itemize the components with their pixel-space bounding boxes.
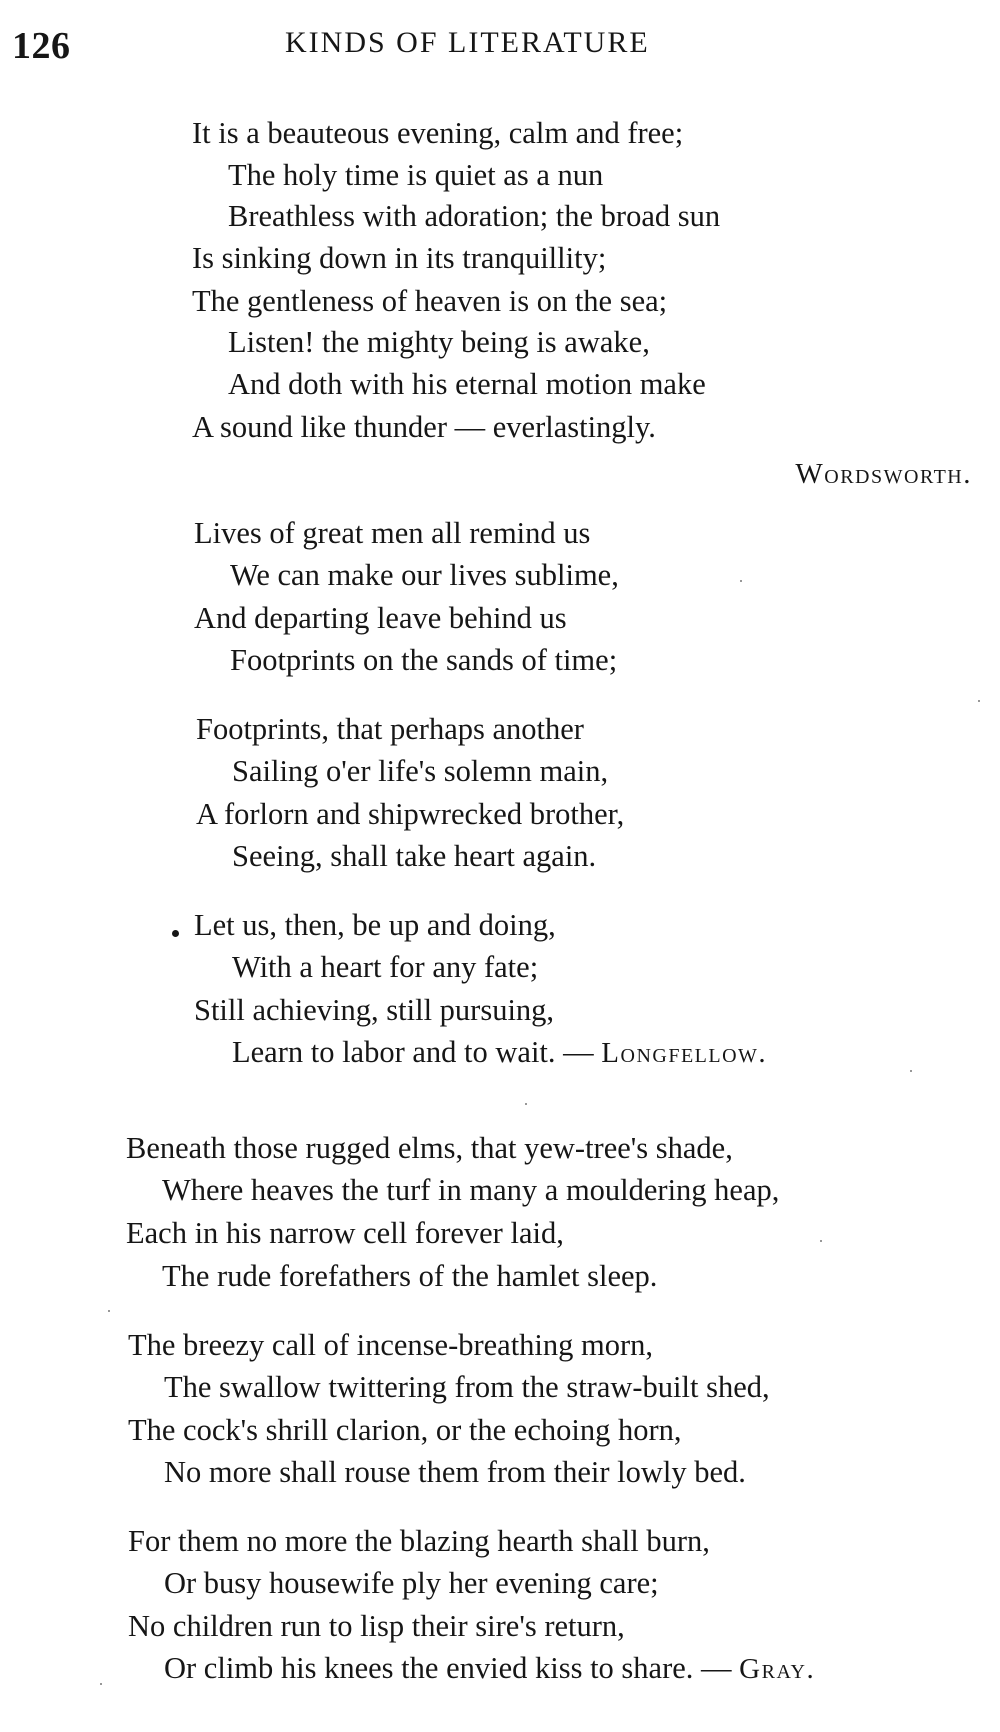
poem-line: Seeing, shall take heart again. — [232, 839, 597, 873]
scan-speck — [525, 1103, 527, 1105]
poem-line: Footprints on the sands of time; — [230, 643, 618, 677]
poem-line: No children run to lisp their sire's return, — [128, 1609, 625, 1643]
poem-line-with-attribution — [232, 1037, 767, 1068]
poem-line: For them no more the blazing hearth shall burn, — [128, 1524, 710, 1558]
scan-speck — [910, 1070, 912, 1072]
bullet-mark — [172, 930, 179, 937]
poem-line: It is a beauteous evening, calm and free; — [192, 116, 684, 150]
poem-line: And doth with his eternal motion make — [228, 367, 706, 401]
poem-line: A sound like thunder — everlastingly. — [192, 410, 656, 444]
poem-line: The cock's shrill clarion, or the echoing horn, — [128, 1413, 682, 1447]
poem-line: The holy time is quiet as a nun — [228, 158, 604, 192]
poem-line: We can make our lives sublime, — [230, 558, 619, 592]
poem-line: A forlorn and shipwrecked brother, — [196, 797, 625, 831]
poem-line: Let us, then, be up and doing, — [194, 908, 556, 942]
poem-line: The gentleness of heaven is on the sea; — [192, 284, 668, 318]
poem-line: And departing leave behind us — [194, 601, 567, 635]
poem-line: Breathless with adoration; the broad sun — [228, 199, 721, 233]
attribution-longfellow: Longfellow. — [601, 1037, 768, 1069]
poem-line: Footprints, that perhaps another — [196, 712, 584, 746]
poem-line-text: Learn to labor and to wait. — — [232, 1035, 594, 1069]
poem-line: No more shall rouse them from their lowly bed. — [164, 1455, 746, 1489]
poem-line: The swallow twittering from the straw-built shed, — [164, 1370, 770, 1404]
poem-line: Is sinking down in its tranquillity; — [192, 241, 607, 275]
poem-line: With a heart for any fate; — [232, 950, 539, 984]
scan-speck — [740, 580, 742, 582]
poem-line: Still achieving, still pursuing, — [194, 993, 555, 1027]
poem-line: Lives of great men all remind us — [194, 516, 591, 550]
poem-line: Or busy housewife ply her evening care; — [164, 1566, 659, 1600]
poem-line: The breezy call of incense-breathing morn, — [128, 1328, 654, 1362]
poem-line: Beneath those rugged elms, that yew-tree's shade, — [126, 1131, 733, 1165]
scan-speck — [978, 700, 980, 702]
scan-speck — [108, 1310, 110, 1312]
poem-line: Listen! the mighty being is awake, — [228, 325, 650, 359]
poem-line: The rude forefathers of the hamlet sleep. — [162, 1259, 658, 1293]
page-number: 126 — [12, 25, 71, 67]
poem-line-text: Or climb his knees the envied kiss to share. — — [164, 1651, 732, 1685]
poem-line: Where heaves the turf in many a mouldering heap, — [162, 1173, 780, 1207]
running-head: KINDS OF LITERATURE — [285, 26, 650, 59]
scan-speck — [100, 1683, 102, 1685]
poem-line-with-attribution — [164, 1653, 815, 1684]
scan-speck — [820, 1240, 822, 1242]
attribution-wordsworth: Wordsworth. — [795, 458, 972, 490]
poem-line: Sailing o'er life's solemn main, — [232, 754, 609, 788]
attribution-gray: Gray. — [739, 1653, 816, 1685]
poem-line: Each in his narrow cell forever laid, — [126, 1216, 564, 1250]
